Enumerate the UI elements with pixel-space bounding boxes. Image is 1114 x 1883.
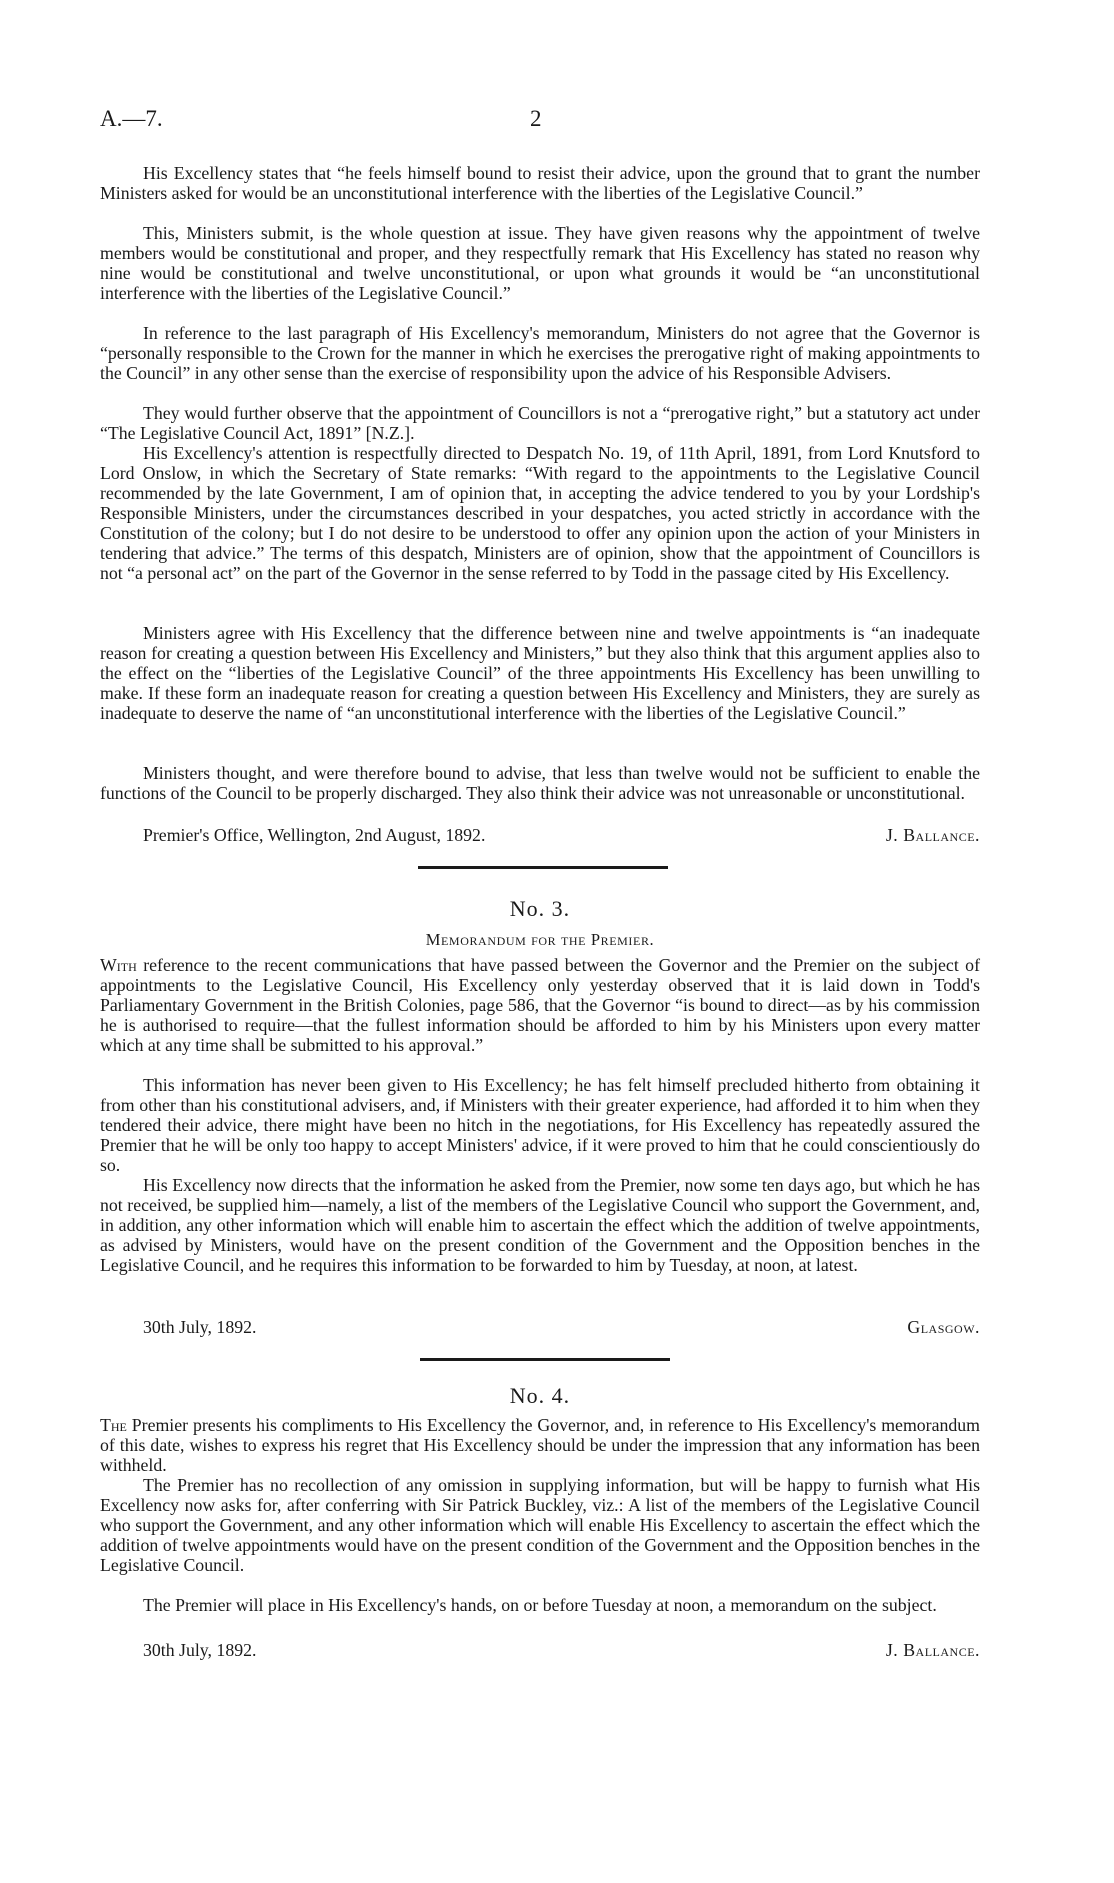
paragraph: The Premier has no recollection of any omission in supplying information, but will be happy to furnish what His Excellency now asks for, after conferring with Sir Patrick Buckley, viz.: A list of the members of the Legislative Council who support the Government, and any other information which will enable His Excellency to ascertain the effect which the addition of twelve appointments would have on the present condition of the Government and the Opposition benches in the Legislative Council. [100,1475,980,1575]
section-divider [418,866,668,869]
paragraph [100,1415,980,1475]
paragraph: His Excellency's attention is respectfully directed to Despatch No. 19, of 11th April, 1891, from Lord Knutsford to Lord Onslow, in which the Secretary of State remarks: “With regard to the appointments to the Legislative Council recommended by the late Government, I am of opinion that, in accepting the advice tendered to you by your Lordship's Responsible Ministers, under the circumstances described in your despatches, you acted strictly in accordance with the Constitution of the colony; but I do not desire to be understood to offer any opinion upon the action of your Ministers in tendering that advice.” The terms of this despatch, Ministers are of opinion, show that the appointment of Councillors is not “a personal act” on the part of the Governor in the sense referred to by Todd in the passage cited by His Excellency. [100,443,980,583]
signature-line [100,825,980,847]
paragraph-text: Premier presents his compliments to His Excellency the Governor, and, in reference to His Excellency's memorandum of this date, wishes to express his regret that His Excellency should be under the impression that any information has been withheld. [100,1415,980,1475]
page-number: 2 [530,106,542,131]
paragraph: This information has never been given to His Excellency; he has felt himself precluded hitherto from obtaining it from other than his constitutional advisers, and, if Ministers with their greater experience, had afforded it to him when they tendered their advice, there might have been no hitch in the negotiations, for His Excellency has repeatedly assured the Premier that he will be only too happy to accept Ministers' advice, if it were proved to him that he could conscientiously do so. [100,1075,980,1175]
signature-line [100,1640,980,1662]
lead-word: With [100,955,137,975]
paragraph: This, Ministers submit, is the whole question at issue. They have given reasons why the appointment of twelve members would be constitutional and proper, and they respectfully remark that His Excellency has stated no reason why nine would be constitutional and twelve unconstitutional, or upon what grounds it would be “an unconstitutional interference with the liberties of the Legislative Council.” [100,223,980,303]
paragraph: The Premier will place in His Excellency's hands, on or before Tuesday at noon, a memorandum on the subject. [143,1595,937,1615]
section-heading: No. 4. [509,1383,571,1408]
signature-line [100,1317,980,1339]
signature: J. Ballance. [885,825,980,845]
paragraph: Ministers agree with His Excellency that the difference between nine and twelve appointments is “an inadequate reason for creating a question between His Excellency and Ministers,” but they also think that this argument applies also to the effect on the “liberties of the Legislative Council” of the three appointments His Excellency has been unwilling to make. If these form an inadequate reason for creating a question between His Excellency and Ministers, they are surely as inadequate to deserve the name of “an unconstitutional interference with the liberties of the Legislative Council.” [100,623,980,723]
document-reference: A.—7. [100,106,163,131]
date: 30th July, 1892. [143,1317,257,1337]
section-subheading: Memorandum for the Premier. [425,930,655,949]
paragraph: Ministers thought, and were therefore bound to advise, that less than twelve would not be sufficient to enable the functions of the Council to be properly discharged. They also think their advice was not unreasonable or unconstitutional. [100,763,980,803]
paragraph: They would further observe that the appointment of Councillors is not a “prerogative right,” but a statutory act under “The Legislative Council Act, 1891” [N.Z.]. [100,403,980,443]
lead-word: The [100,1415,127,1435]
paragraph: His Excellency now directs that the information he asked from the Premier, now some ten days ago, but which he has not received, be supplied him—namely, a list of the members of the Legislative Council who support the Government, and, in addition, any other information which will enable him to ascertain the effect which the addition of twelve appointments, as advised by Ministers, would have on the present condition of the Government and the Opposition benches in the Legislative Council, and he requires this information to be forwarded to him by Tuesday, at noon, at latest. [100,1175,980,1275]
paragraph: His Excellency states that “he feels himself bound to resist their advice, upon the ground that to grant the number Ministers asked for would be an unconstitutional interference with the liberties of the Legislative Council.” [100,163,980,203]
date: 30th July, 1892. [143,1640,257,1660]
paragraph-text: reference to the recent communications that have passed between the Governor and the Premier on the subject of appointments to the Legislative Council, His Excellency only yesterday observed that it is laid down in Todd's Parliamentary Government in the British Colonies, page 586, that the Governor “is bound to direct—as by his commission he is authorised to require—that the fullest information should be afforded to him by his Ministers upon every matter which at any time shall be submitted to his approval.” [100,955,980,1055]
section-heading: No. 3. [509,896,571,921]
signature: J. Ballance. [885,1640,980,1660]
paragraph [100,955,980,1055]
place-date: Premier's Office, Wellington, 2nd August, 1892. [143,825,486,845]
paragraph: In reference to the last paragraph of His Excellency's memorandum, Ministers do not agree that the Governor is “personally responsible to the Crown for the manner in which he exercises the prerogative right of making appointments to the Council” in any other sense than the exercise of responsibility upon the advice of his Responsible Advisers. [100,323,980,383]
page-header [100,106,1014,140]
signature: Glasgow. [907,1317,980,1337]
section-divider [420,1358,670,1361]
